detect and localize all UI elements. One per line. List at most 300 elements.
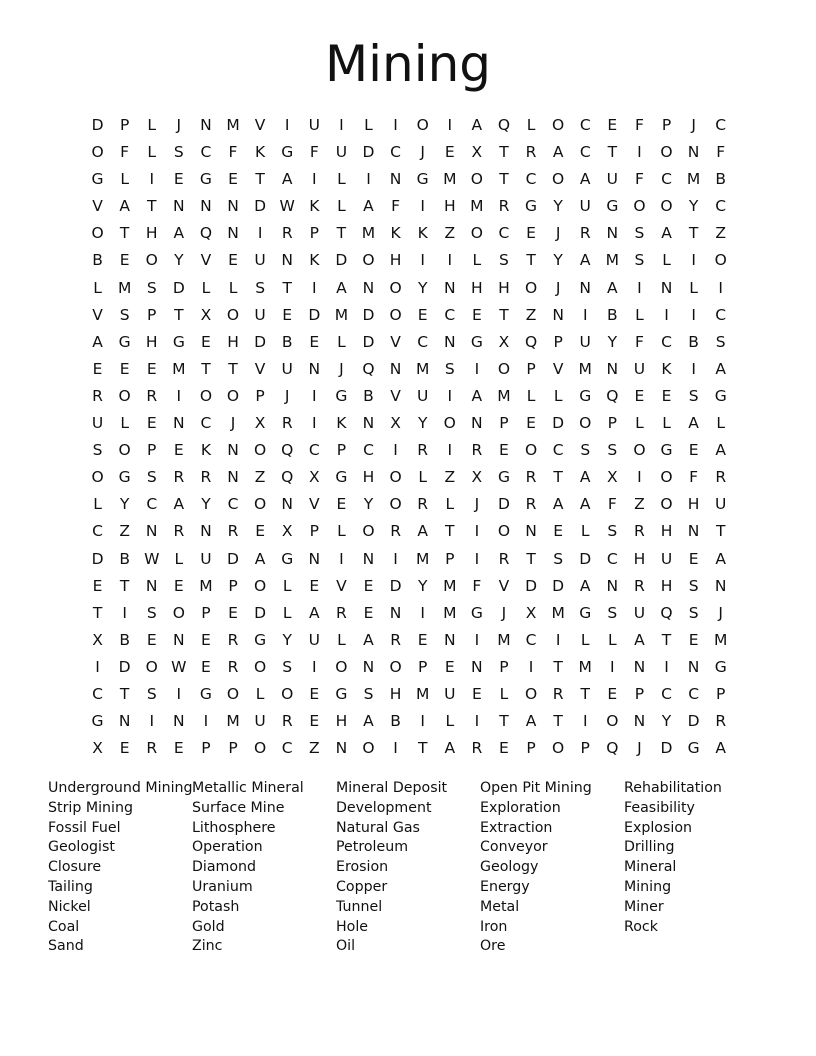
word-list-item: Explosion bbox=[624, 819, 692, 836]
grid-letter: D bbox=[389, 576, 402, 595]
grid-letter: N bbox=[687, 522, 700, 541]
grid-letter: X bbox=[92, 630, 103, 649]
grid-letter: S bbox=[146, 603, 157, 622]
grid-letter: E bbox=[607, 684, 618, 703]
grid-letter: Q bbox=[660, 603, 673, 622]
grid-letter: I bbox=[691, 359, 696, 378]
grid-letter: X bbox=[390, 414, 401, 433]
grid-letter: I bbox=[474, 549, 480, 568]
grid-letter: A bbox=[417, 522, 428, 541]
grid-letter: J bbox=[474, 495, 480, 514]
word-list-item: Feasibility bbox=[624, 799, 695, 816]
grid-letter: R bbox=[146, 386, 158, 405]
grid-letter: X bbox=[471, 143, 483, 162]
grid-letter: C bbox=[363, 441, 374, 460]
grid-letter: N bbox=[362, 549, 375, 568]
grid-letter: D bbox=[172, 278, 185, 297]
grid-letter: X bbox=[254, 414, 266, 433]
grid-letter: D bbox=[552, 576, 565, 595]
grid-letter: K bbox=[309, 197, 320, 216]
word-list-item: Tailing bbox=[48, 878, 93, 895]
grid-letter: E bbox=[417, 630, 428, 649]
grid-letter: T bbox=[255, 170, 265, 189]
word-list-item: Oil bbox=[336, 938, 356, 955]
grid-letter: N bbox=[443, 630, 456, 649]
grid-letter: S bbox=[580, 441, 591, 460]
grid-letter: D bbox=[687, 712, 700, 731]
grid-letter: J bbox=[555, 278, 561, 297]
grid-letter: E bbox=[363, 576, 374, 595]
grid-letter: H bbox=[498, 278, 510, 297]
word-list-item: Tunnel bbox=[336, 898, 383, 915]
grid-letter: T bbox=[607, 143, 618, 162]
grid-letter: G bbox=[118, 332, 131, 351]
grid-letter: F bbox=[228, 143, 238, 162]
grid-letter: L bbox=[526, 116, 536, 134]
grid-letter: N bbox=[362, 657, 375, 676]
grid-letter: J bbox=[420, 143, 425, 162]
grid-letter: E bbox=[92, 576, 103, 595]
grid-letter: L bbox=[364, 116, 373, 134]
grid-letter: F bbox=[634, 116, 644, 134]
grid-letter: M bbox=[497, 630, 511, 649]
word-list-item: Zinc bbox=[192, 938, 223, 955]
grid-letter: D bbox=[362, 143, 375, 162]
grid-letter: O bbox=[226, 684, 240, 703]
grid-letter: I bbox=[447, 386, 453, 405]
grid-letter: B bbox=[715, 170, 727, 189]
grid-letter: I bbox=[393, 441, 398, 460]
grid-letter: V bbox=[336, 576, 347, 595]
grid-letter: T bbox=[580, 684, 590, 703]
grid-letter: L bbox=[201, 278, 211, 297]
grid-letter: U bbox=[308, 630, 320, 649]
grid-letter: X bbox=[498, 332, 510, 351]
grid-letter: D bbox=[254, 197, 267, 216]
grid-letter: G bbox=[335, 386, 348, 405]
grid-letter: Z bbox=[254, 468, 266, 487]
grid-letter: M bbox=[199, 576, 213, 595]
grid-letter: D bbox=[525, 576, 538, 595]
grid-letter: R bbox=[227, 657, 239, 676]
grid-letter: D bbox=[552, 414, 565, 433]
grid-letter: I bbox=[420, 197, 425, 216]
grid-letter: G bbox=[416, 170, 429, 189]
grid-letter: S bbox=[634, 251, 645, 270]
grid-letter: E bbox=[173, 576, 184, 595]
grid-letter: M bbox=[415, 684, 430, 703]
grid-letter: E bbox=[92, 359, 103, 378]
grid-letter: T bbox=[688, 224, 699, 243]
grid-letter: E bbox=[499, 441, 509, 460]
grid-letter: U bbox=[606, 170, 618, 189]
grid-letter: I bbox=[582, 712, 588, 731]
grid-letter: N bbox=[606, 224, 619, 243]
grid-letter: I bbox=[284, 116, 290, 134]
grid-letter: L bbox=[147, 116, 157, 134]
grid-letter: V bbox=[92, 305, 103, 324]
word-list-item: Metal bbox=[480, 898, 520, 915]
grid-letter: I bbox=[420, 603, 425, 622]
grid-letter: H bbox=[145, 224, 158, 243]
grid-letter: N bbox=[525, 522, 537, 541]
grid-letter: I bbox=[610, 657, 615, 676]
grid-letter: C bbox=[715, 197, 727, 216]
grid-letter: N bbox=[552, 305, 564, 324]
grid-letter: S bbox=[634, 224, 645, 243]
grid-letter: X bbox=[92, 739, 103, 758]
grid-letter: I bbox=[637, 468, 642, 487]
grid-letter: Q bbox=[281, 441, 294, 460]
grid-letter: C bbox=[688, 684, 700, 703]
word-list-item: Mineral bbox=[624, 859, 677, 876]
word-list-item: Diamond bbox=[192, 859, 257, 876]
word-list-item: Miner bbox=[624, 898, 664, 915]
grid-letter: D bbox=[118, 657, 131, 676]
grid-letter: V bbox=[390, 386, 401, 405]
grid-letter: L bbox=[716, 414, 726, 433]
grid-letter: G bbox=[497, 468, 510, 487]
grid-letter: T bbox=[174, 305, 184, 324]
grid-letter: R bbox=[281, 712, 293, 731]
grid-letter: E bbox=[146, 630, 157, 649]
grid-letter: D bbox=[497, 495, 510, 514]
grid-letter: R bbox=[417, 495, 429, 514]
grid-letter: G bbox=[254, 630, 267, 649]
grid-letter: L bbox=[282, 576, 292, 595]
grid-letter: O bbox=[524, 278, 538, 297]
grid-letter: U bbox=[254, 712, 266, 731]
grid-letter: E bbox=[201, 332, 211, 351]
grid-letter: S bbox=[688, 386, 699, 405]
grid-letter: L bbox=[499, 684, 509, 703]
grid-letter: P bbox=[716, 684, 726, 703]
word-list-item: Development bbox=[336, 799, 432, 816]
grid-letter: R bbox=[634, 522, 645, 541]
grid-letter: M bbox=[117, 278, 132, 297]
grid-letter: E bbox=[688, 630, 699, 649]
grid-letter: C bbox=[715, 116, 727, 134]
grid-letter: O bbox=[552, 116, 565, 134]
grid-letter: T bbox=[661, 630, 672, 649]
grid-letter: A bbox=[715, 441, 726, 460]
grid-letter: P bbox=[228, 739, 238, 758]
grid-letter: T bbox=[499, 305, 509, 324]
grid-letter: E bbox=[309, 576, 320, 595]
grid-letter: T bbox=[553, 468, 563, 487]
grid-letter: C bbox=[227, 495, 239, 514]
grid-letter: P bbox=[445, 549, 455, 568]
grid-letter: C bbox=[552, 441, 564, 460]
grid-letter: U bbox=[444, 684, 456, 703]
grid-letter: I bbox=[312, 170, 317, 189]
grid-letter: Q bbox=[524, 332, 538, 351]
grid-letter: E bbox=[471, 305, 482, 324]
grid-letter: A bbox=[634, 630, 645, 649]
grid-letter: A bbox=[661, 224, 672, 243]
grid-letter: O bbox=[524, 441, 538, 460]
word-list-item: Rock bbox=[624, 918, 658, 935]
grid-letter: A bbox=[363, 197, 374, 216]
grid-letter: C bbox=[579, 143, 591, 162]
grid-letter: E bbox=[173, 441, 184, 460]
grid-letter: H bbox=[443, 197, 456, 216]
grid-letter: P bbox=[499, 414, 509, 433]
grid-letter: O bbox=[497, 359, 511, 378]
grid-letter: X bbox=[308, 468, 320, 487]
grid-letter: V bbox=[254, 116, 266, 134]
grid-letter: E bbox=[444, 657, 455, 676]
grid-letter: G bbox=[91, 712, 104, 731]
grid-letter: S bbox=[146, 278, 157, 297]
word-list-item: Iron bbox=[480, 918, 508, 935]
grid-letter: E bbox=[228, 251, 238, 270]
grid-letter: G bbox=[335, 684, 348, 703]
grid-letter: P bbox=[309, 522, 319, 541]
grid-letter: F bbox=[120, 143, 130, 162]
grid-letter: O bbox=[470, 224, 483, 243]
grid-letter: N bbox=[281, 495, 293, 514]
grid-letter: N bbox=[200, 116, 212, 134]
word-list-item: Erosion bbox=[336, 859, 389, 876]
grid-letter: O bbox=[254, 657, 267, 676]
grid-letter: U bbox=[335, 143, 348, 162]
grid-letter: M bbox=[226, 712, 240, 731]
grid-letter: I bbox=[312, 414, 317, 433]
grid-letter: L bbox=[337, 522, 346, 541]
grid-letter: L bbox=[689, 278, 698, 297]
grid-letter: K bbox=[390, 224, 401, 243]
grid-letter: K bbox=[255, 143, 266, 162]
grid-letter: O bbox=[389, 495, 402, 514]
grid-letter: O bbox=[91, 143, 104, 162]
grid-letter: E bbox=[688, 441, 699, 460]
grid-letter: L bbox=[337, 170, 346, 189]
grid-letter: H bbox=[145, 332, 158, 351]
grid-letter: O bbox=[660, 468, 673, 487]
grid-letter: L bbox=[174, 549, 184, 568]
grid-letter: O bbox=[254, 576, 267, 595]
grid-letter: J bbox=[339, 359, 344, 378]
grid-letter: G bbox=[335, 468, 348, 487]
grid-letter: C bbox=[715, 305, 727, 324]
grid-letter: S bbox=[688, 603, 699, 622]
grid-letter: X bbox=[525, 603, 537, 622]
grid-letter: R bbox=[471, 739, 483, 758]
grid-letter: N bbox=[633, 712, 646, 731]
grid-letter: C bbox=[92, 684, 103, 703]
grid-letter: T bbox=[119, 224, 130, 243]
grid-letter: C bbox=[92, 522, 103, 541]
grid-letter: N bbox=[606, 576, 619, 595]
grid-letter: M bbox=[172, 359, 186, 378]
grid-letter: R bbox=[227, 522, 239, 541]
grid-letter: U bbox=[308, 116, 320, 134]
grid-letter: A bbox=[173, 224, 185, 243]
grid-letter: L bbox=[337, 630, 346, 649]
grid-letter: I bbox=[312, 278, 317, 297]
grid-letter: N bbox=[606, 359, 619, 378]
grid-letter: L bbox=[93, 495, 102, 514]
grid-letter: E bbox=[173, 170, 184, 189]
grid-letter: O bbox=[389, 657, 402, 676]
grid-letter: L bbox=[337, 332, 346, 351]
grid-letter: S bbox=[282, 657, 293, 676]
grid-letter: Q bbox=[281, 468, 294, 487]
grid-letter: L bbox=[472, 251, 482, 270]
grid-letter: I bbox=[582, 305, 588, 324]
grid-letter: C bbox=[525, 170, 537, 189]
grid-letter: Y bbox=[174, 251, 184, 270]
grid-letter: C bbox=[661, 332, 672, 351]
grid-letter: E bbox=[119, 251, 130, 270]
grid-letter: U bbox=[254, 251, 266, 270]
grid-letter: N bbox=[281, 251, 293, 270]
grid-letter: G bbox=[172, 332, 185, 351]
grid-letter: M bbox=[578, 359, 592, 378]
grid-letter: N bbox=[227, 224, 239, 243]
grid-letter: I bbox=[474, 630, 480, 649]
grid-letter: Z bbox=[119, 522, 130, 541]
grid-letter: O bbox=[389, 305, 402, 324]
grid-letter: N bbox=[714, 576, 727, 595]
grid-letter: B bbox=[92, 251, 103, 270]
grid-letter: I bbox=[393, 549, 398, 568]
word-list-item: Extraction bbox=[480, 819, 553, 836]
grid-letter: U bbox=[416, 386, 429, 405]
grid-letter: N bbox=[471, 657, 483, 676]
grid-letter: Y bbox=[201, 495, 211, 514]
grid-letter: N bbox=[443, 278, 456, 297]
grid-letter: Y bbox=[363, 495, 374, 514]
grid-letter: U bbox=[281, 359, 293, 378]
word-list-item: Surface Mine bbox=[192, 799, 285, 816]
word-list-item: Copper bbox=[336, 878, 388, 895]
grid-letter: P bbox=[147, 305, 157, 324]
grid-letter: B bbox=[688, 332, 699, 351]
grid-letter: R bbox=[92, 386, 103, 405]
grid-letter: U bbox=[91, 414, 104, 433]
grid-letter: D bbox=[335, 251, 348, 270]
grid-letter: T bbox=[119, 684, 130, 703]
grid-letter: J bbox=[501, 603, 507, 622]
grid-letter: F bbox=[472, 576, 482, 595]
grid-letter: E bbox=[255, 522, 265, 541]
grid-letter: M bbox=[470, 197, 484, 216]
word-list-item: Hole bbox=[336, 918, 369, 935]
grid-letter: B bbox=[390, 712, 401, 731]
grid-letter: N bbox=[173, 630, 185, 649]
grid-letter: E bbox=[661, 386, 672, 405]
grid-letter: V bbox=[254, 359, 266, 378]
grid-letter: N bbox=[389, 603, 402, 622]
grid-letter: S bbox=[146, 684, 157, 703]
grid-letter: E bbox=[553, 522, 564, 541]
grid-letter: O bbox=[443, 414, 456, 433]
word-list-item: Underground Mining bbox=[48, 780, 193, 796]
grid-letter: T bbox=[499, 143, 509, 162]
grid-letter: I bbox=[474, 359, 480, 378]
grid-letter: U bbox=[200, 549, 212, 568]
grid-letter: O bbox=[362, 251, 375, 270]
grid-letter: J bbox=[637, 739, 642, 758]
grid-letter: M bbox=[497, 386, 511, 405]
grid-letter: C bbox=[308, 441, 320, 460]
grid-letter: P bbox=[201, 603, 211, 622]
grid-letter: E bbox=[634, 386, 645, 405]
grid-letter: O bbox=[362, 739, 375, 758]
grid-letter: Y bbox=[553, 251, 563, 270]
word-list-item: Strip Mining bbox=[48, 799, 133, 816]
word-list-item: Petroleum bbox=[336, 839, 409, 856]
grid-letter: C bbox=[661, 170, 672, 189]
grid-letter: N bbox=[389, 359, 402, 378]
grid-letter: L bbox=[580, 522, 590, 541]
grid-letter: A bbox=[525, 712, 537, 731]
grid-letter: P bbox=[309, 224, 319, 243]
grid-letter: A bbox=[607, 278, 618, 297]
grid-letter: Y bbox=[119, 495, 130, 514]
word-list-item: Uranium bbox=[192, 878, 253, 895]
word-list-item: Operation bbox=[192, 839, 263, 856]
grid-letter: A bbox=[715, 549, 726, 568]
grid-letter: R bbox=[525, 495, 537, 514]
grid-letter: O bbox=[226, 305, 240, 324]
grid-letter: T bbox=[553, 712, 563, 731]
grid-letter: H bbox=[335, 712, 348, 731]
word-list-item: Ore bbox=[480, 938, 506, 955]
grid-letter: I bbox=[312, 657, 317, 676]
grid-letter: C bbox=[281, 739, 293, 758]
grid-letter: O bbox=[552, 739, 565, 758]
grid-letter: J bbox=[691, 116, 696, 134]
grid-letter: I bbox=[203, 712, 209, 731]
grid-letter: I bbox=[393, 116, 398, 134]
grid-letter: P bbox=[336, 441, 347, 460]
grid-letter: R bbox=[552, 684, 564, 703]
grid-letter: F bbox=[607, 495, 617, 514]
grid-letter: O bbox=[660, 143, 673, 162]
grid-letter: A bbox=[363, 630, 374, 649]
grid-letter: C bbox=[579, 116, 591, 134]
word-list-column bbox=[48, 779, 192, 957]
grid-letter: N bbox=[308, 549, 321, 568]
letter-grid bbox=[84, 112, 734, 762]
word-list-item: Metallic Mineral bbox=[192, 780, 304, 796]
grid-letter: H bbox=[362, 468, 375, 487]
grid-letter: L bbox=[445, 712, 455, 731]
grid-letter: N bbox=[173, 712, 185, 731]
grid-letter: Z bbox=[444, 224, 456, 243]
grid-letter: Z bbox=[525, 305, 537, 324]
grid-letter: L bbox=[120, 414, 129, 433]
grid-letter: Z bbox=[308, 739, 320, 758]
grid-letter: O bbox=[91, 468, 104, 487]
word-list-column bbox=[480, 779, 624, 957]
grid-letter: A bbox=[92, 332, 103, 351]
grid-letter: D bbox=[227, 549, 239, 568]
grid-letter: I bbox=[718, 278, 723, 297]
grid-letter: N bbox=[389, 170, 402, 189]
word-list-column bbox=[624, 779, 768, 957]
grid-letter: K bbox=[336, 414, 347, 433]
grid-letter: V bbox=[552, 359, 564, 378]
grid-letter: T bbox=[119, 576, 130, 595]
grid-letter: G bbox=[714, 657, 727, 676]
grid-letter: T bbox=[526, 251, 536, 270]
grid-letter: O bbox=[389, 278, 402, 297]
grid-letter: S bbox=[553, 549, 564, 568]
